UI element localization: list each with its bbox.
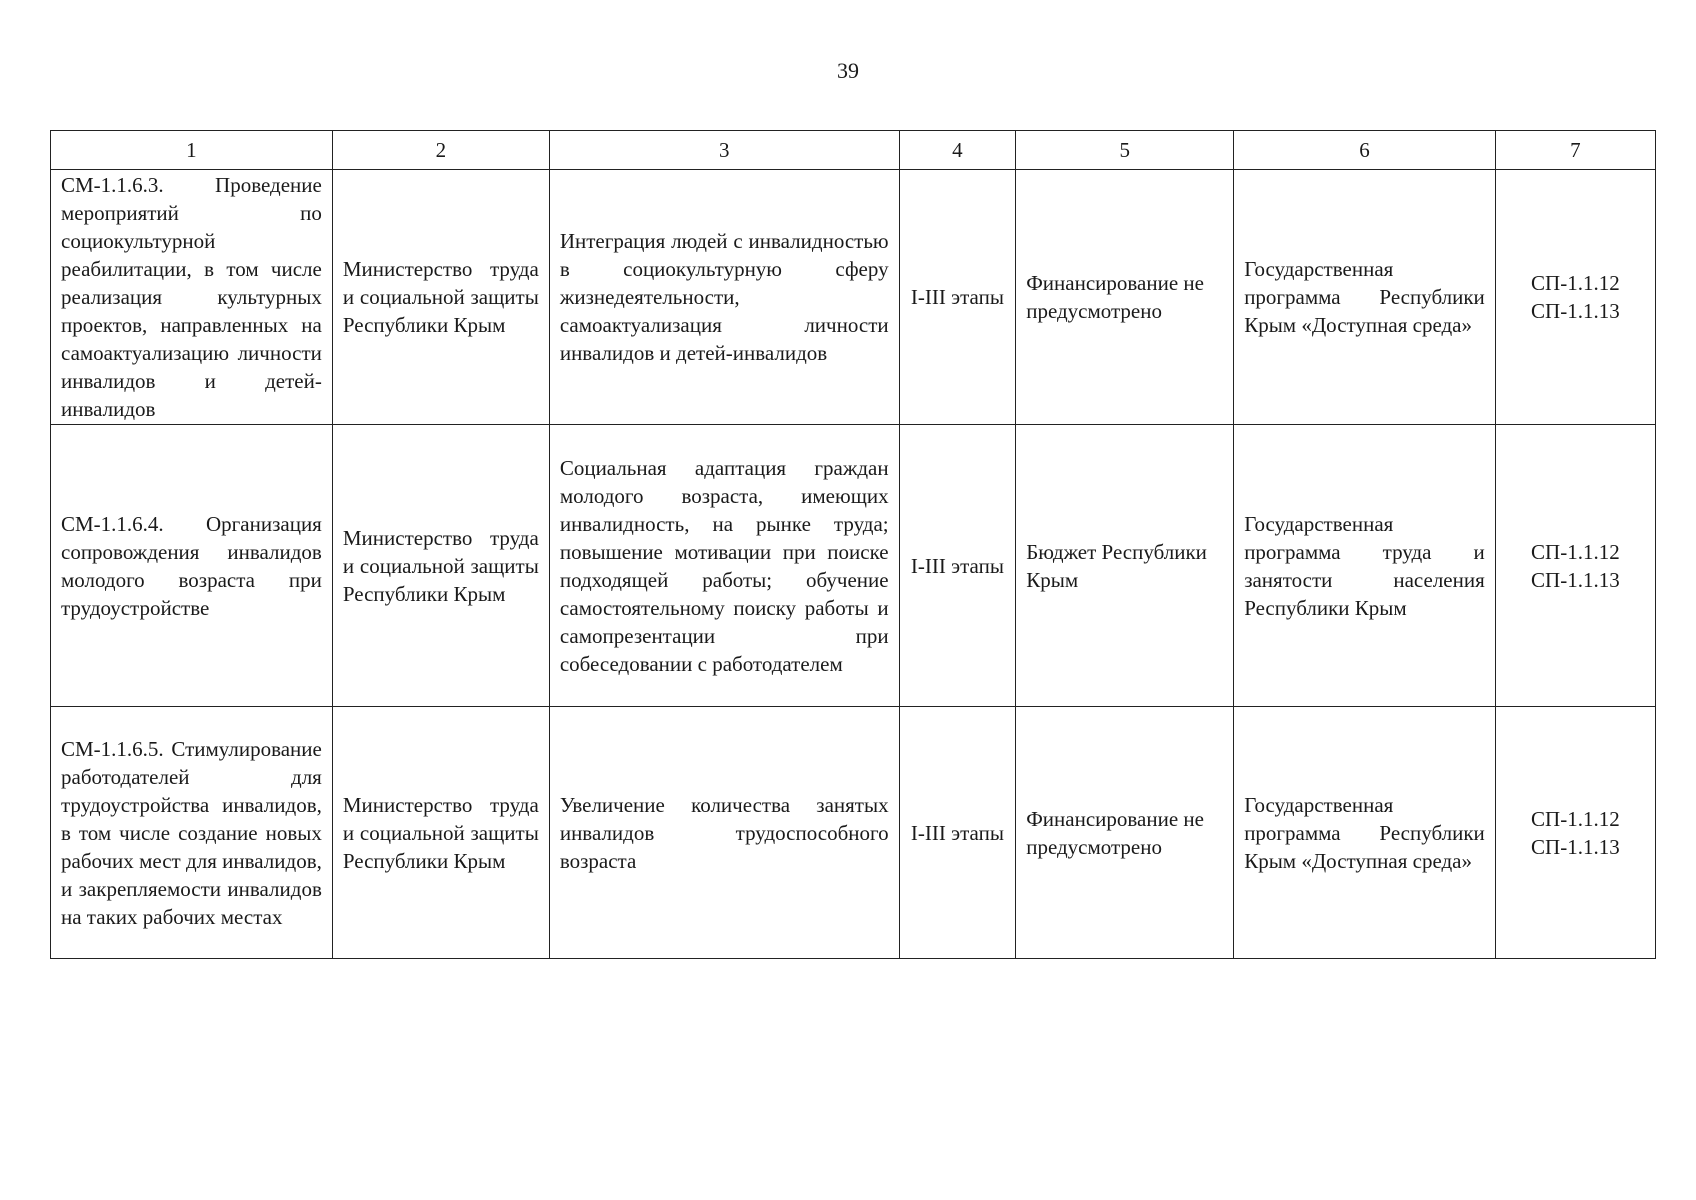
table-header-row <box>51 131 1656 170</box>
page-number: 39 <box>837 58 859 83</box>
program-cell: Государственная программа труда и занятости населения Республики Крым <box>1234 425 1496 707</box>
measure-cell: СМ-1.1.6.4. Организация сопровождения инвалидов молодого возраста при трудоустройстве <box>51 425 333 707</box>
executor-cell: Министерство труда и социальной защиты Республики Крым <box>332 170 549 425</box>
column-header-6: 6 <box>1234 131 1496 170</box>
stages-cell: I-III этапы <box>899 707 1016 959</box>
column-header-7: 7 <box>1495 131 1655 170</box>
stages-cell: I-III этапы <box>899 170 1016 425</box>
program-cell: Государственная программа Республики Крым «Доступная среда» <box>1234 170 1496 425</box>
measures-table <box>50 130 1656 959</box>
stages-cell: I-III этапы <box>899 425 1016 707</box>
funding-cell: Финансирование не предусмотрено <box>1016 707 1234 959</box>
funding-cell: Финансирование не предусмотрено <box>1016 170 1234 425</box>
measure-cell: СМ-1.1.6.5. Стимулирование работодателей для трудоустройства инвалидов, в том числе создание новых рабочих мест для инвалидов, и закрепляемости инвалидов на таких рабочих местах <box>51 707 333 959</box>
column-header-3: 3 <box>549 131 899 170</box>
links-cell: СП-1.1.12 СП-1.1.13 <box>1495 170 1655 425</box>
links-cell: СП-1.1.12 СП-1.1.13 <box>1495 707 1655 959</box>
table-row <box>51 170 1656 425</box>
program-cell: Государственная программа Республики Крым «Доступная среда» <box>1234 707 1496 959</box>
result-cell: Увеличение количества занятых инвалидов трудоспособного возраста <box>549 707 899 959</box>
result-cell: Интеграция людей с инвалидностью в социокультурную сферу жизнедеятельности, самоактуализация личности инвалидов и детей-инвалидов <box>549 170 899 425</box>
column-header-4: 4 <box>899 131 1016 170</box>
column-header-1: 1 <box>51 131 333 170</box>
executor-cell: Министерство труда и социальной защиты Республики Крым <box>332 707 549 959</box>
table-row <box>51 425 1656 707</box>
links-cell: СП-1.1.12 СП-1.1.13 <box>1495 425 1655 707</box>
column-header-2: 2 <box>332 131 549 170</box>
executor-cell: Министерство труда и социальной защиты Республики Крым <box>332 425 549 707</box>
column-header-5: 5 <box>1016 131 1234 170</box>
funding-cell: Бюджет Республики Крым <box>1016 425 1234 707</box>
table-row <box>51 707 1656 959</box>
result-cell: Социальная адаптация граждан молодого возраста, имеющих инвалидность, на рынке труда; повышение мотивации при поиске подходящей работы; обучение самостоятельному поиску работы и самопрезентации при собеседовании с работодателем <box>549 425 899 707</box>
measure-cell: СМ-1.1.6.3. Проведение мероприятий по социокультурной реабилитации, в том числе реализация культурных проектов, направленных на самоактуализацию личности инвалидов и детей-инвалидов <box>51 170 333 425</box>
